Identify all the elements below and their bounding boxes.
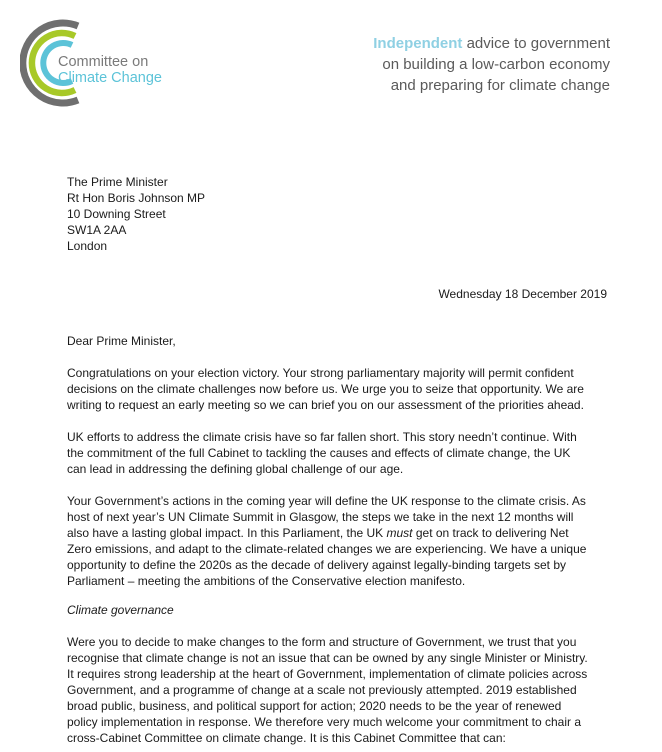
paragraph-line: Government, and a programme of change at a scale not previously attempted. 2019 established <box>67 683 577 697</box>
paragraph-line: host of next year’s UN Climate Summit in Glasgow, the steps we take in the next 12 months will <box>67 510 574 524</box>
paragraph-3 <box>67 493 623 589</box>
salutation: Dear Prime Minister, <box>67 334 176 348</box>
paragraph-line: Congratulations on your election victory. Your strong parliamentary majority will permit confident <box>67 366 574 380</box>
emphasis-must: must <box>386 526 413 540</box>
tagline-line-1-rest: advice to government <box>462 35 610 52</box>
paragraph-line: decisions on the climate challenges now before us. We urge you to seize that opportunity. We are <box>67 382 584 396</box>
tagline-accent: Independent <box>373 35 463 52</box>
paragraph-line: the commitment of the full Cabinet to tackling the causes and effects of climate change, the UK <box>67 446 571 460</box>
tagline <box>373 33 610 96</box>
logo-line-2: Climate Change <box>58 70 162 86</box>
paragraph-4 <box>67 634 623 746</box>
paragraph-line <box>67 525 623 541</box>
paragraph-line: can lead in addressing the defining global challenge of our age. <box>67 462 404 476</box>
address-line: Rt Hon Boris Johnson MP <box>67 191 206 205</box>
address-line: The Prime Minister <box>67 175 168 189</box>
tagline-line-1 <box>373 33 610 54</box>
paragraph-line: broad public, business, and political support for action; 2020 needs to be the year of renewed <box>67 699 562 713</box>
letter-date: Wednesday 18 December 2019 <box>438 287 607 301</box>
paragraph-line: policy implementation in response. We therefore very much welcome your commitment to chair a <box>67 715 581 729</box>
section-heading-climate-governance: Climate governance <box>67 603 174 617</box>
paragraph-2 <box>67 429 623 477</box>
tagline-line-3: and preparing for climate change <box>390 77 610 94</box>
paragraph-line: Zero emissions, and adapt to the climate-related changes we are experiencing. We have a unique <box>67 542 587 556</box>
logo-text <box>58 54 162 86</box>
recipient-address <box>67 174 205 254</box>
ccc-logo <box>20 18 220 108</box>
paragraph-text: also have a lasting global impact. In this Parliament, the UK <box>67 526 387 540</box>
paragraph-line: Your Government’s actions in the coming year will define the UK response to the climate crisis. As <box>67 494 586 508</box>
paragraph-1 <box>67 365 623 413</box>
paragraph-line: writing to request an early meeting so we can brief you on our assessment of the priorities ahead. <box>67 398 584 412</box>
address-line: SW1A 2AA <box>67 223 127 237</box>
paragraph-line: It requires strong leadership at the heart of Government, implementation of climate policies across <box>67 667 588 681</box>
paragraph-line: UK efforts to address the climate crisis have so far fallen short. This story needn’t continue. With <box>67 430 577 444</box>
logo-line-1: Committee on <box>58 54 149 70</box>
paragraph-line: opportunity to define the 2020s as the decade of delivery against legally-binding targets set by <box>67 558 566 572</box>
paragraph-line: Parliament – meeting the ambitions of the Conservative election manifesto. <box>67 574 466 588</box>
paragraph-text: get on track to delivering Net <box>412 526 569 540</box>
address-line: 10 Downing Street <box>67 207 166 221</box>
paragraph-line: Were you to decide to make changes to the form and structure of Government, we trust that you <box>67 635 577 649</box>
paragraph-line: cross-Cabinet Committee on climate change. It is this Cabinet Committee that can: <box>67 731 506 745</box>
tagline-line-2: on building a low-carbon economy <box>382 56 610 73</box>
paragraph-line: recognise that climate change is not an issue that can be owned by any single Minister or Ministry. <box>67 651 588 665</box>
address-line: London <box>67 239 108 253</box>
